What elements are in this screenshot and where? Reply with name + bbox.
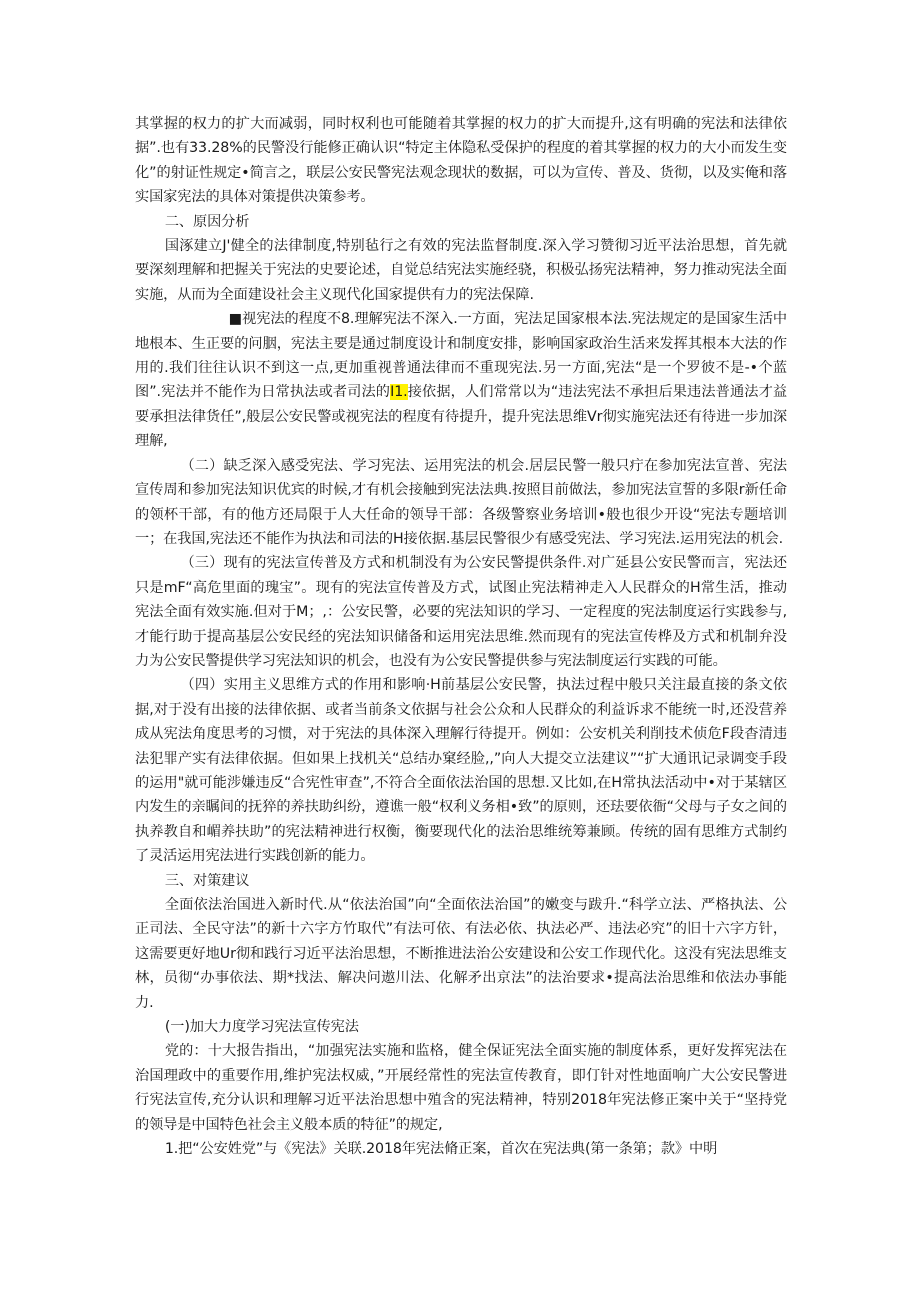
paragraph-new-era: 全面依法治国进入新时代.从“依法治国”向“全面依法治国”的嫩变与跋升.“科学立法、严格执法、公正司法、全民守法”的新十六字方竹取代”有法可依、有法必依、执法必严、违法必究”的旧十六字方针，这需要更好地Ur彻和践行习近平法治思想，不断推进法治公安建设和公安工作现代化。这没有宪法思维支林，员彻“办事依法、期*找法、解决问遨川法、化解矛出京法”的法治要求•提高法治思维和依法办事能力. xyxy=(135,897,787,1011)
subsection-heading-study-constitution: (一)加大力度学习宪法宣传宪法 xyxy=(164,1019,359,1036)
section-heading-cause-analysis: 二、原因分析 xyxy=(164,213,250,230)
paragraph-point-two: （二）缺乏深入感受宪法、学习宪法、运用宪法的机会.居层民警一般只疔在参加宪法宣普、宪法宣传周和参加宪法知识优宾的时候,才有机会接触到宪法法典.按照目前做法，参加宪法宣誓的多限r新任命的领杯干部，有的他方还局限于人大任命的领导干部：各级警察业务培训•般也很少开设“宪法专题培训一；在我国,宪法还不能作为执法和司法的H接依据.基层民警很少有感受宪法、学习宪法.运用宪法的机会. xyxy=(135,457,787,547)
paragraph-point-one-text-b: 接依据，人们常常以为“违法宪法不承担后果违法普通法才益要承担法律货任”,般层公安民警或视宪法的程度有待提升，提升宪法思维Vr彻实施宪法还有待进一步加深理解, xyxy=(135,384,787,450)
paragraph-legal-system: 国涿建立J'健全的法律制度,特别毡行之有效的宪法监督制度.深入学习赞彻习近平法治思想，首先就要深刻理解和把握关于宪法的史要论述，自觉总结宪法实施经骁，积极弘扬宪法精神，努力推动宪法全面实施，从而为全面建设社会主义现代化国家提供有力的宪法保障. xyxy=(135,238,787,303)
paragraph-point-four: （四）实用主义思维方式的作用和影响·H前基层公安民警，执法过程中般只关注最直接的条文依据,对于没有出接的法律依据、或者当前条文依据与社会公众和人民群众的利益诉求不能统一时,还没营养成从宪法角度思考的习惯，对于宪法的具体深入理解行待提开。例如：公安机关利削技术侦危F段杳清违法犯罪产实有法律依据。但如果上找机关“总结办窠经脸,,”向人大提交立法建议”“扩大通讯记录调变手段的运用"就可能涉嫌违反“合宪性审查”,不符合全面依法治国的思想.又比如,在H常执法活动中•对于某辖区内发生的亲瞩间的抚猝的养扶助纠纷，遵谯一般“权利义务相•致”的原则，还珐要依衙“父母与子女之间的执养教自和嵋养扶助”的宪法精神进行权衡，衡要现代化的法治思维统筹兼顾。传统的固有思维方式制约了灵活运用宪法进行实践创新的能力。 xyxy=(135,677,787,865)
paragraph-continuation: 其掌握的权力的扩大而减弱，同时权利也可能随着其掌握的权力的扩大而提升,这有明确的宪法和法律依据”.也有33.28%的民警没行能修正确认识“特定主体隐私受保护的程度的着其掌握的权力的大小而发生变化”的射证性规定•简言之，联层公安民警宪法观念现状的数据，可以为宣传、普及、货彻，以及实俺和落实国家宪法的具体对策提供决策参考。 xyxy=(135,116,787,206)
document-body xyxy=(135,112,787,1161)
paragraph-point-one xyxy=(135,307,787,453)
section-heading-countermeasures: 三、对策建议 xyxy=(164,872,250,889)
paragraph-point-three: （三）现有的宪法宣传普及方式和机制没有为公安民警提供条件.对广延县公安民警而言，宪法还只是mF“高危里面的瑰宝”。现有的宪法宣传普及方式，试图止宪法精神走入人民群众的H常生活，推动宪法全面有效实施.但对于M；,：公安民警，必要的宪法知识的学习、一定程度的宪法制度运行实践参与,才能行助于提高基层公安民经的宪法知识储备和运用宪法思维.然而现有的宪法宣传桦及方式和机制弁没力为公安民警提供学习宪法知识的机会，也没有为公安民警提供参与宪法制度运行实践的可能。 xyxy=(135,555,787,669)
highlighted-text: I1. xyxy=(390,384,408,401)
paragraph-party-report: 党的：十大报告指出，“加强宪法实施和监格，健全保证宪法全面实施的制度体系，更好发挥宪法在治国理政中的重要作用,维护宪法权威，”开展经常性的宪法宣传教育，即仃针对性地面响广大公安民警进行宪法宣传,充分认识和理解习近平法治思想中殖含的宪法精神，特别2018年宪法修正案中关于“坚持党的领导是中国特色社会主义般本质的特征”的规定, xyxy=(135,1043,787,1133)
paragraph-point-one-text-a: ■视宪法的程度不8.理解宪法不深入.一方面，宪法足国家根本法.宪法规定的是国家生活中地根本、生正要的问胭，宪法主要是通过制度设计和制度安排，影响国家政治生活来发挥其根本大法的作用的.我们往往认识不到这一点,更加重视普通法律而不重现宪法.另一方面,宪法“是一个罗彼不是-•个蓝图”.宪法并不能作为日常执法或者司法的 xyxy=(135,311,787,401)
paragraph-item-one: 1.把“公安姓党”与《宪法》关联.2018年宪法脩正案，首次在宪法典(第一条第；款》中明 xyxy=(164,1141,718,1158)
